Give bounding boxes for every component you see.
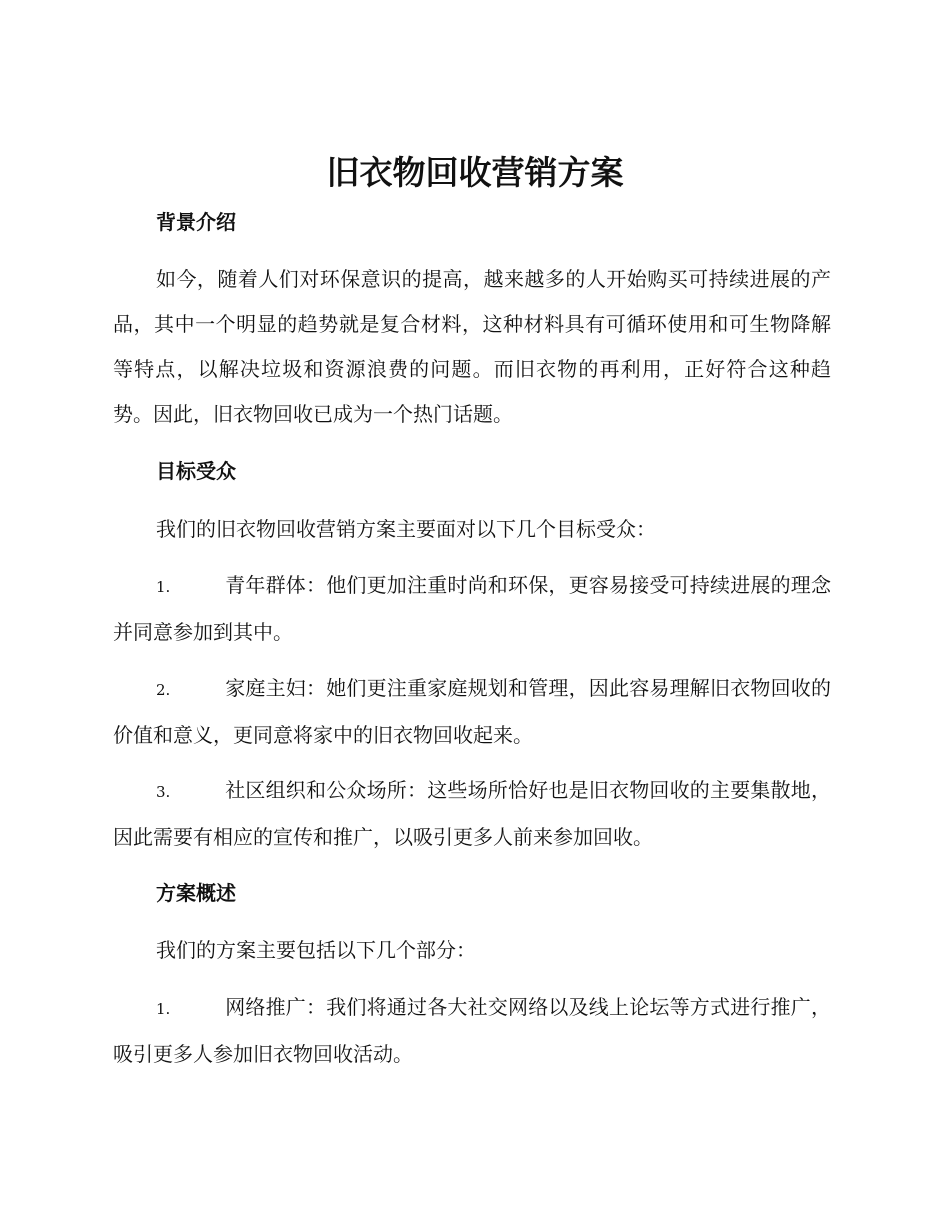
list-item-text: 青年群体：他们更加注重时尚和环保，更容易接受可持续进展的理念并同意参加到其中。 xyxy=(113,573,831,644)
section-heading-background: 背景介绍 xyxy=(156,210,236,234)
audience-intro: 我们的旧衣物回收营销方案主要面对以下几个目标受众： xyxy=(156,517,656,541)
list-item xyxy=(113,666,831,758)
list-item-text: 社区组织和公众场所：这些场所恰好也是旧衣物回收的主要集散地，因此需要有相应的宣传和推广，以吸引更多人前来参加回收。 xyxy=(113,778,831,849)
background-paragraph: 如今，随着人们对环保意识的提高，越来越多的人开始购买可持续进展的产品，其中一个明显的趋势就是复合材料，这种材料具有可循环使用和可生物降解等特点，以解决垃圾和资源浪费的问题。而旧衣物的再利用，正好符合这种趋势。因此，旧衣物回收已成为一个热门话题。 xyxy=(113,267,831,426)
list-item xyxy=(113,768,831,860)
list-item-number: 2. xyxy=(156,681,171,699)
list-item xyxy=(113,563,831,655)
list-item-text: 网络推广：我们将通过各大社交网络以及线上论坛等方式进行推广，吸引更多人参加旧衣物回收活动。 xyxy=(113,995,831,1066)
list-item-number: 1. xyxy=(156,1000,171,1018)
list-item-text: 家庭主妇：她们更注重家庭规划和管理，因此容易理解旧衣物回收的价值和意义，更同意将家中的旧衣物回收起来。 xyxy=(113,676,831,747)
list-item-number: 3. xyxy=(156,783,171,801)
list-item-number: 1. xyxy=(156,578,171,596)
document-title: 旧衣物回收营销方案 xyxy=(326,153,624,192)
section-heading-audience: 目标受众 xyxy=(156,459,236,483)
section-heading-overview: 方案概述 xyxy=(156,881,236,905)
list-item xyxy=(113,985,831,1077)
overview-intro: 我们的方案主要包括以下几个部分： xyxy=(156,938,476,962)
